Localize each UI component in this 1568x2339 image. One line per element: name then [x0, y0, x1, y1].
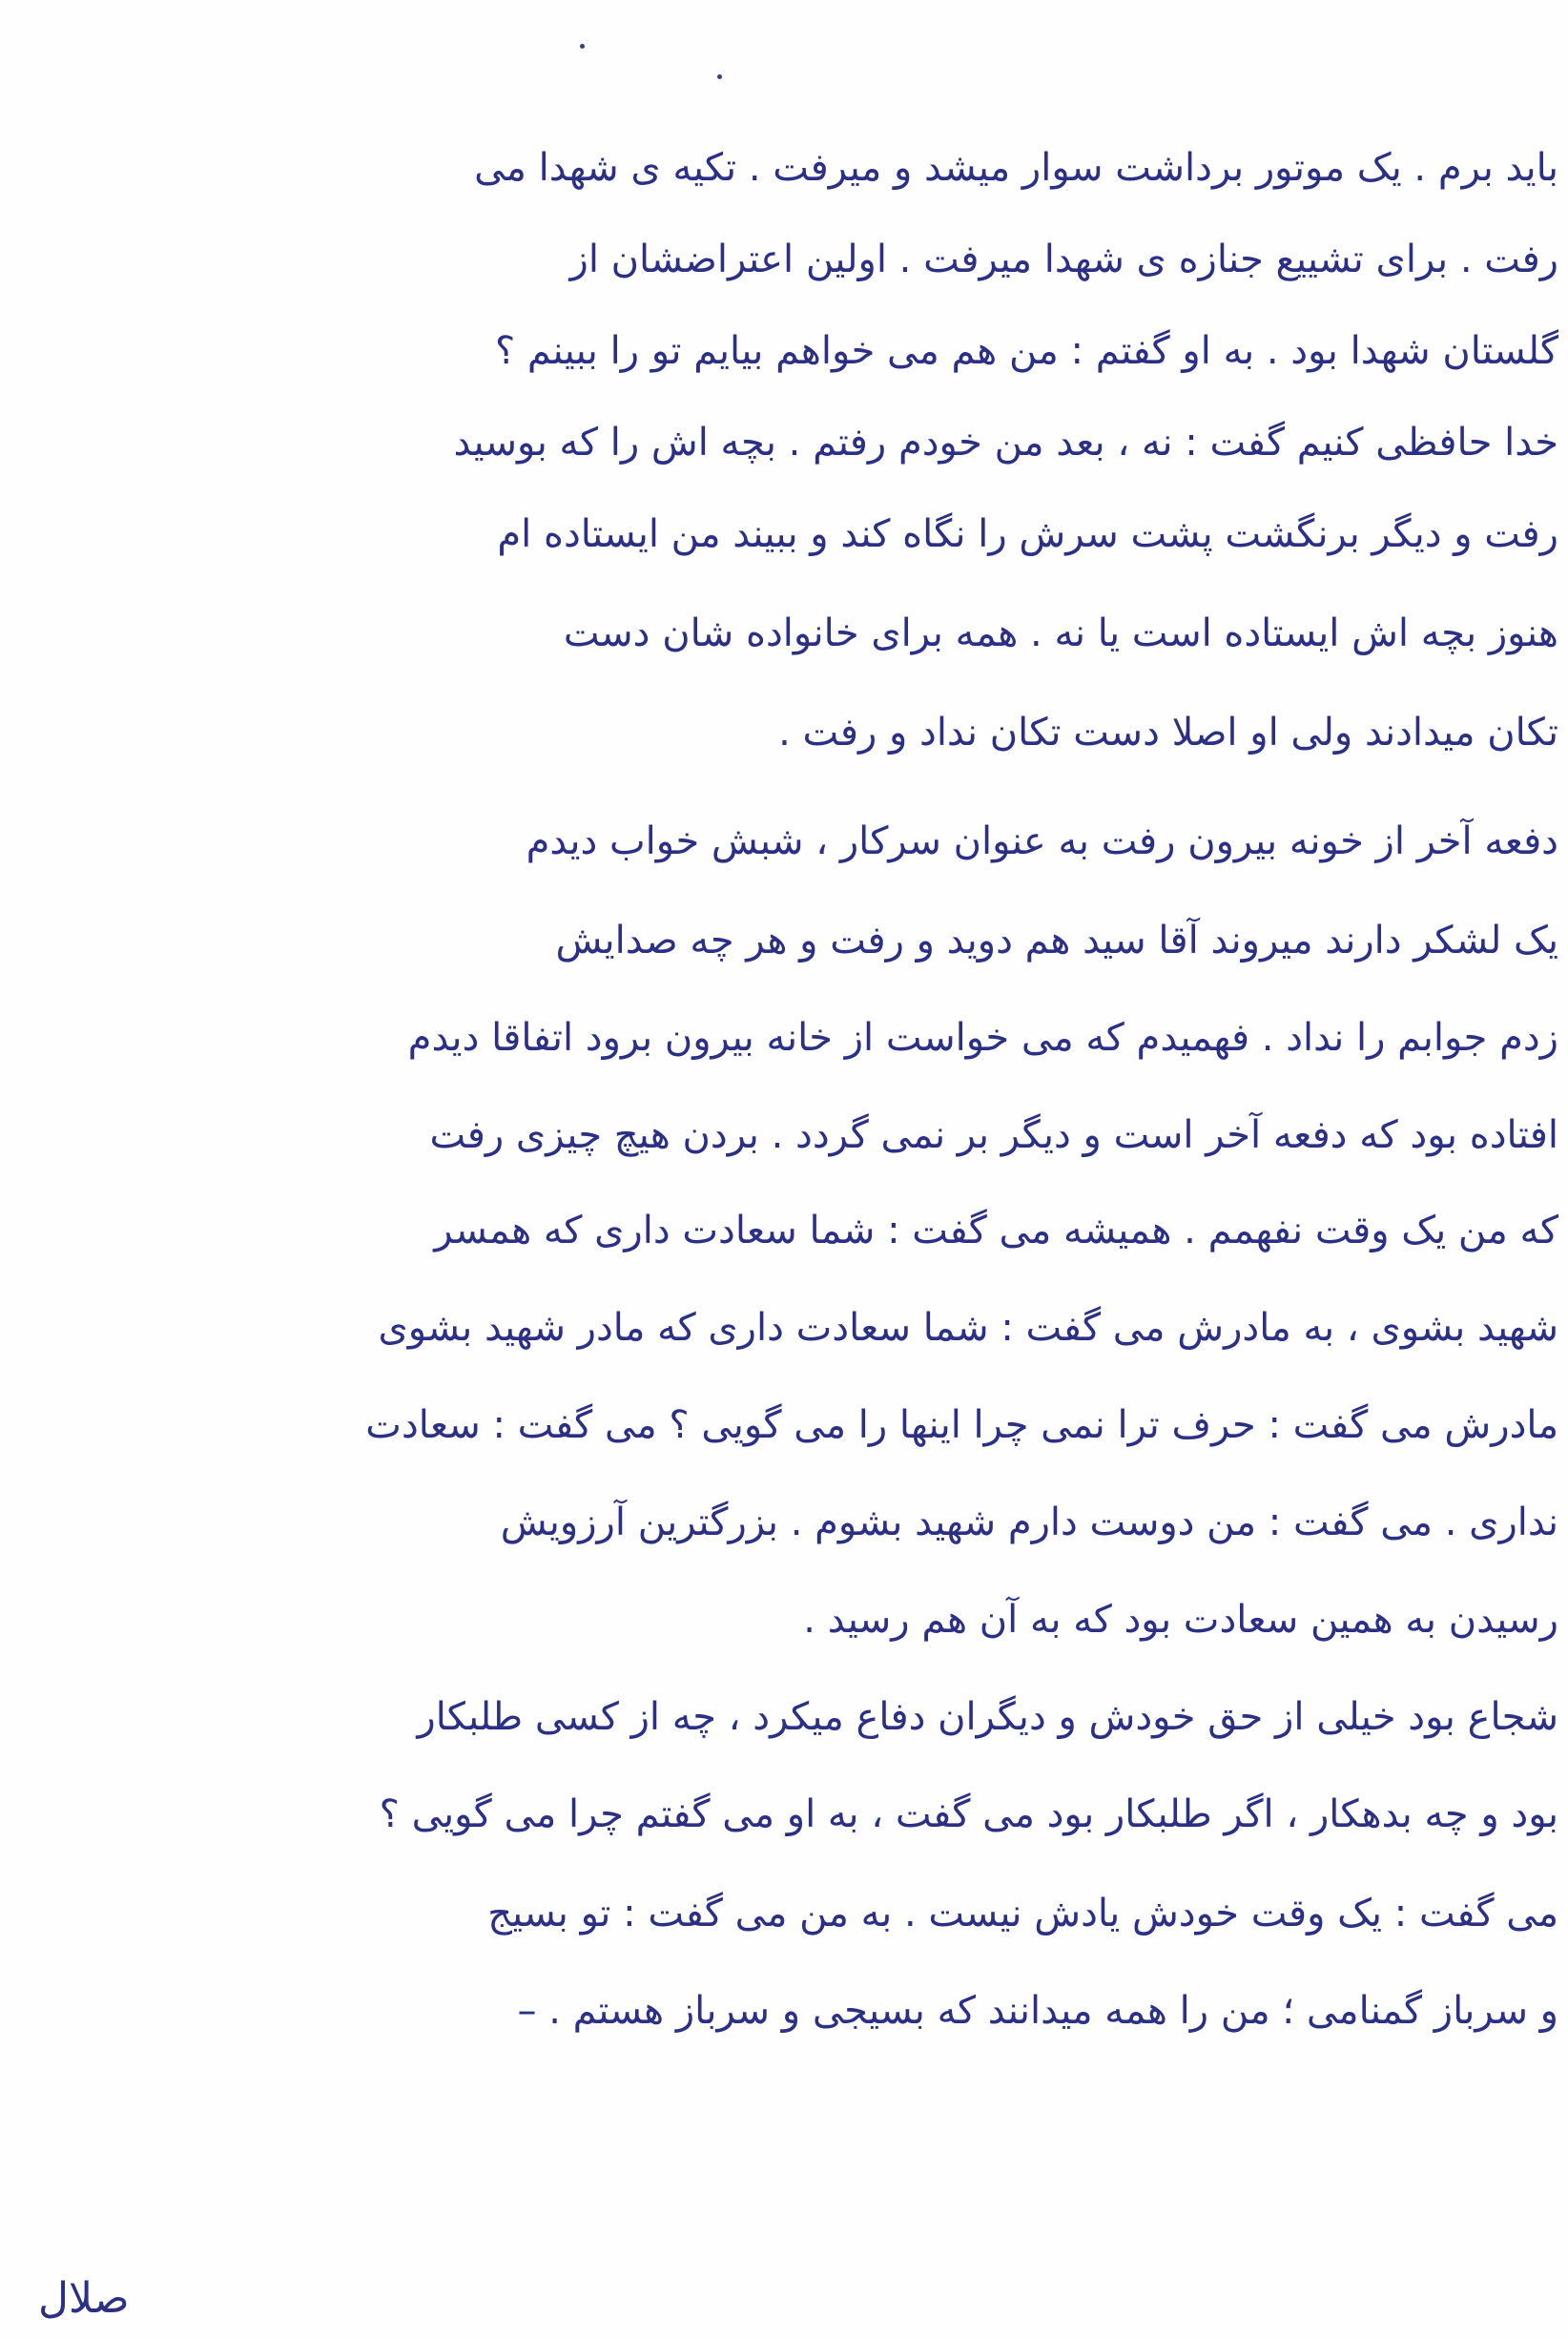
- text-line: رسیدن به همین سعادت بود که به آن هم رسید .: [803, 1598, 1558, 1642]
- text-line: هنوز بچه اش ایستاده است یا نه . همه برای خانواده شان دست: [563, 611, 1558, 655]
- ink-speck: [580, 44, 585, 49]
- text-line: شهید بشوی ، به مادرش می گفت : شما سعادت داری که مادر شهید بشوی: [378, 1306, 1558, 1350]
- text-line: مادرش می گفت : حرف ترا نمی چرا اینها را می گویی ؟ می گفت : سعادت: [365, 1403, 1558, 1447]
- ink-speck: [717, 74, 722, 79]
- text-line: تکان میدادند ولی او اصلا دست تکان نداد و رفت .: [778, 711, 1558, 755]
- text-line: زدم جوابم را نداد . فهمیدم که می خواست از خانه بیرون برود اتفاقا دیدم: [407, 1016, 1558, 1060]
- text-line: و سرباز گمنامی ؛ من را همه میدانند که بسیجی و سرباز هستم . –: [517, 1989, 1558, 2033]
- text-line: که من یک وقت نفهمم . همیشه می گفت : شما سعادت داری که همسر: [434, 1209, 1558, 1252]
- text-line: گلستان شهدا بود . به او گفتم : من هم می خواهم بیایم تو را ببینم ؟: [494, 329, 1558, 373]
- text-line: یک لشکر دارند میروند آقا سید هم دوید و رفت و هر چه صدایش: [555, 919, 1558, 963]
- page-footer-mark: صلال: [38, 2274, 130, 2323]
- text-line: رفت و دیگر برنگشت پشت سرش را نگاه کند و ببیند من ایستاده ام: [497, 512, 1558, 556]
- text-line: بود و چه بدهکار ، اگر طلبکار بود می گفت ، به او می گفتم چرا می گویی ؟: [379, 1792, 1558, 1836]
- text-line: نداری . می گفت : من دوست دارم شهید بشوم . بزرگترین آرزویش: [500, 1501, 1558, 1544]
- text-line: شجاع بود خیلی از حق خودش و دیگران دفاع میکرد ، چه از کسی طلبکار: [417, 1695, 1558, 1739]
- text-line: دفعه آخر از خونه بیرون رفت به عنوان سرکار ، شبش خواب دیدم: [526, 819, 1558, 863]
- text-line: رفت . برای تشییع جنازه ی شهدا میرفت . اولین اعتراضشان از: [569, 238, 1558, 281]
- text-line: خدا حافظی کنیم گفت : نه ، بعد من خودم رفتم . بچه اش را که بوسید: [453, 421, 1558, 465]
- text-line: می گفت : یک وقت خودش یادش نیست . به من می گفت : تو بسیج: [487, 1892, 1558, 1935]
- text-line: افتاده بود که دفعه آخر است و دیگر بر نمی گردد . بردن هیچ چیزی رفت: [429, 1113, 1558, 1157]
- text-line: باید برم . یک موتور برداشت سوار میشد و میرفت . تکیه ی شهدا می: [474, 146, 1558, 190]
